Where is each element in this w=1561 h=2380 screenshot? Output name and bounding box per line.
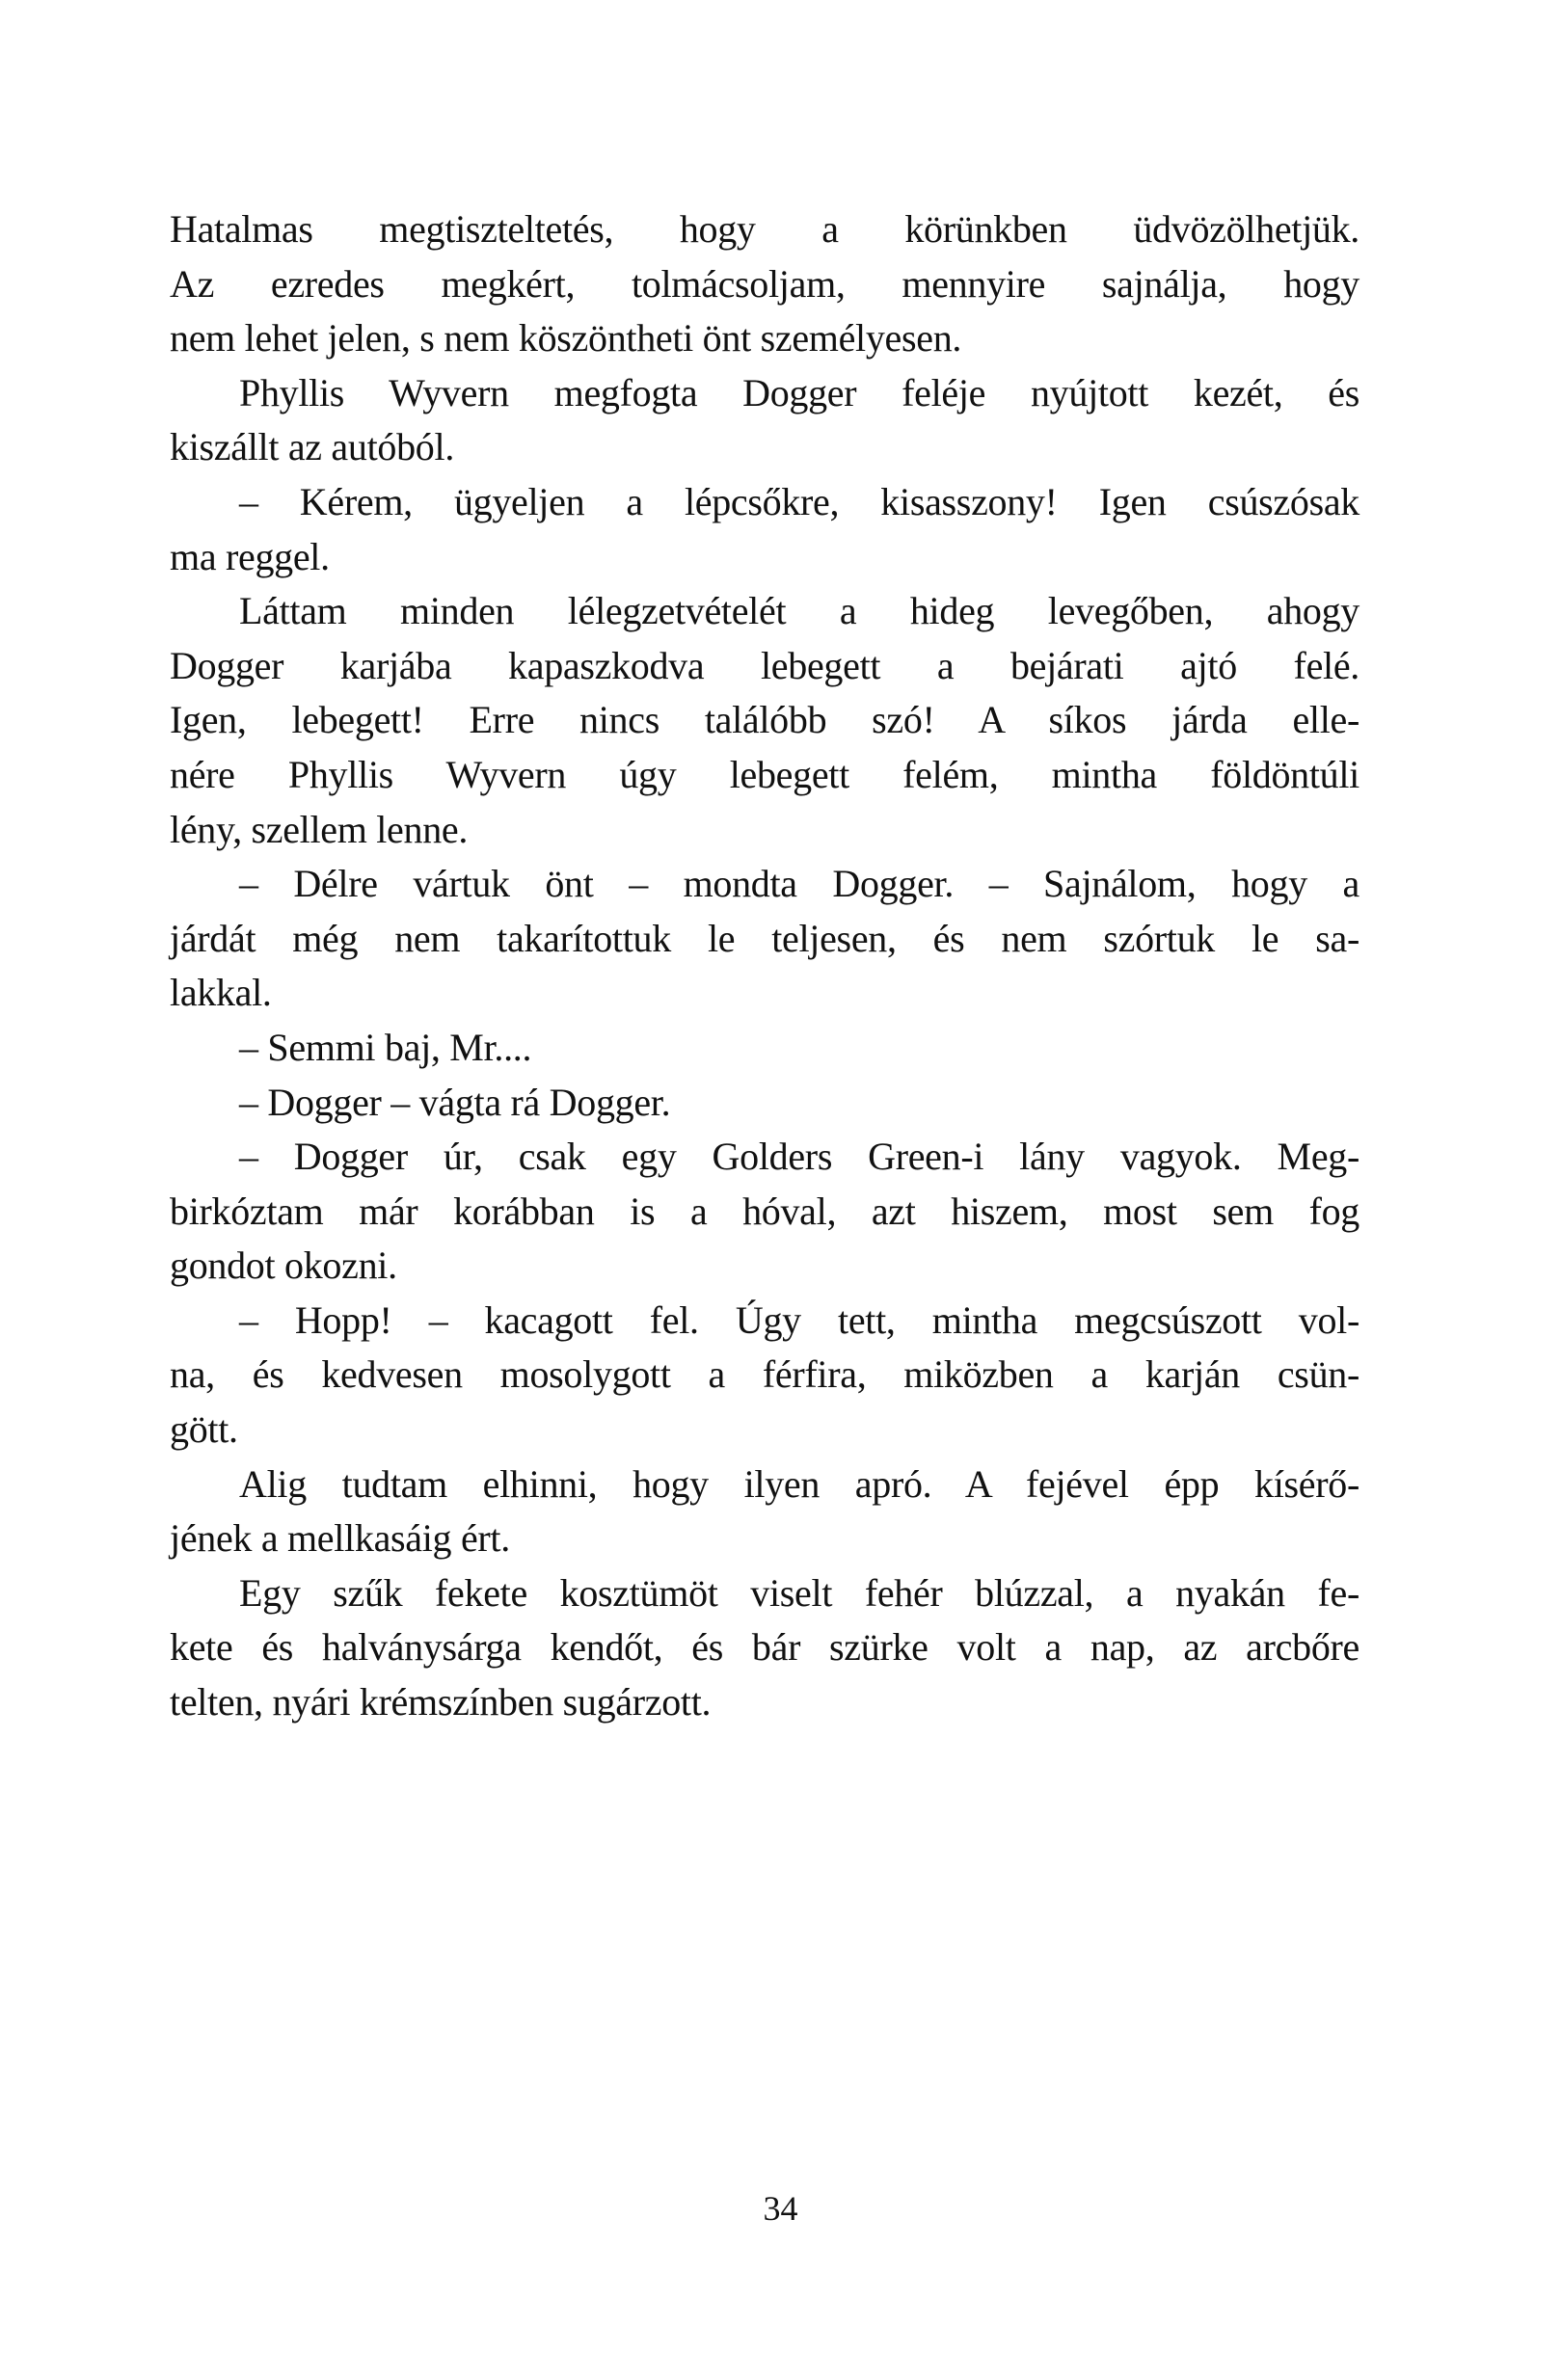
body-text (170, 202, 1359, 1730)
text-line: telten, nyári krémszínben sugárzott. (170, 1680, 712, 1725)
text-line: ma reggel. (170, 534, 330, 578)
text-line: – Semmi baj, Mr.... (239, 1025, 532, 1069)
text-line: birkóztam már korábban is a hóval, azt hiszem, most sem fog (170, 1189, 1359, 1233)
text-line: Egy szűk fekete kosztümöt viselt fehér blúzzal, a nyakán fe- (239, 1570, 1359, 1615)
text-line: – Dogger – vágta rá Dogger. (239, 1080, 671, 1124)
text-line: Phyllis Wyvern megfogta Dogger feléje nyújtott kezét, és (239, 370, 1359, 414)
text-line: nére Phyllis Wyvern úgy lebegett felém, mintha földöntúli (170, 752, 1359, 796)
text-line: na, és kedvesen mosolygott a férfira, miközben a karján csün- (170, 1352, 1359, 1397)
text-line: kete és halványsárga kendőt, és bár szürke volt a nap, az arcbőre (170, 1625, 1359, 1670)
text-line: Hatalmas megtiszteltetés, hogy a körünkben üdvözölhetjük. (170, 207, 1359, 251)
text-line: – Kérem, ügyeljen a lépcsőkre, kisasszony! Igen csúszósak (239, 479, 1359, 523)
text-line: Dogger karjába kapaszkodva lebegett a bejárati ajtó felé. (170, 643, 1359, 687)
text-line: Igen, lebegett! Erre nincs találóbb szó! A síkos járda elle- (170, 698, 1359, 742)
text-line: járdát még nem takarítottuk le teljesen, és nem szórtuk le sa- (170, 916, 1359, 960)
text-line: jének a mellkasáig ért. (170, 1516, 510, 1561)
text-line: gött. (170, 1407, 238, 1452)
text-line: Alig tudtam elhinni, hogy ilyen apró. A fejével épp kísérő- (239, 1461, 1359, 1506)
text-line: Az ezredes megkért, tolmácsoljam, mennyire sajnálja, hogy (170, 261, 1359, 306)
text-line: kiszállt az autóból. (170, 425, 455, 469)
text-line: – Dogger úr, csak egy Golders Green-i lány vagyok. Meg- (239, 1135, 1359, 1179)
text-line: nem lehet jelen, s nem köszöntheti önt személyesen. (170, 316, 962, 361)
text-line: Láttam minden lélegzetvételét a hideg levegőben, ahogy (239, 589, 1359, 633)
text-line: – Hopp! – kacagott fel. Úgy tett, mintha megcsúszott vol- (239, 1297, 1359, 1342)
page-number: 34 (763, 2189, 798, 2228)
text-line: – Délre vártuk önt – mondta Dogger. – Sajnálom, hogy a (239, 862, 1359, 906)
text-line: gondot okozni. (170, 1243, 397, 1288)
text-line: lakkal. (170, 971, 272, 1015)
text-line: lény, szellem lenne. (170, 807, 469, 851)
